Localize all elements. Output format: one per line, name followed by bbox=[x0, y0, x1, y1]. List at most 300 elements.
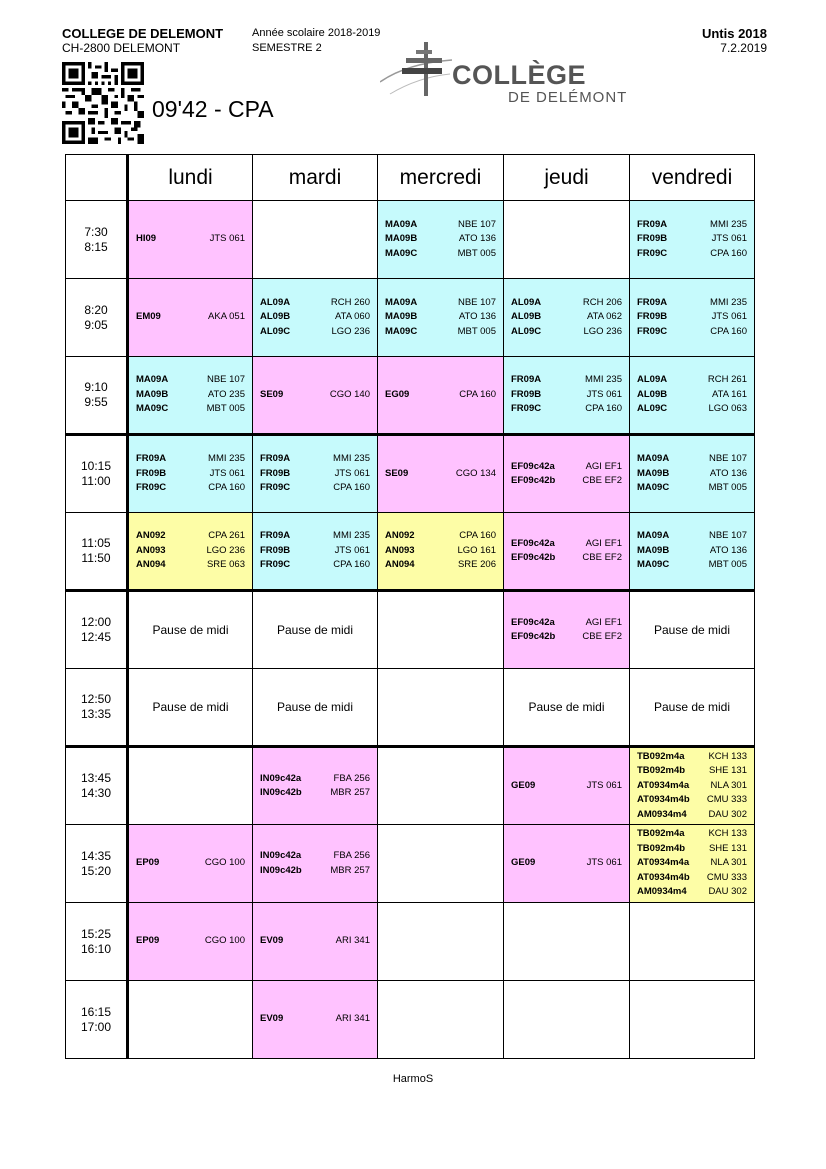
lesson-cell-friday bbox=[630, 825, 755, 903]
course-code: FR09C bbox=[136, 482, 167, 494]
teacher-room: JTS 061 bbox=[334, 544, 370, 556]
teacher-room: CGO 100 bbox=[204, 935, 245, 947]
slot-start-time: 12:00 bbox=[80, 615, 112, 629]
lesson-cell-wednesday bbox=[378, 669, 504, 747]
slot-row bbox=[66, 825, 755, 903]
lunch-break-label: Pause de midi bbox=[276, 700, 354, 714]
teacher-room: CGO 134 bbox=[455, 467, 496, 479]
course-code: EM09 bbox=[136, 311, 161, 323]
lesson-entry bbox=[378, 247, 503, 262]
lesson-entry bbox=[378, 218, 503, 233]
lunch-break-label: Pause de midi bbox=[152, 623, 229, 637]
teacher-room: NBE 107 bbox=[708, 530, 747, 542]
course-code: AN094 bbox=[385, 559, 415, 571]
lesson-entry bbox=[378, 558, 503, 573]
course-code: EF09c42a bbox=[511, 616, 555, 628]
course-code: TB092m4b bbox=[637, 765, 686, 777]
teacher-room: AGI EF1 bbox=[585, 537, 622, 549]
slot-row bbox=[66, 201, 755, 279]
course-code: MA09A bbox=[385, 296, 418, 308]
semester: SEMESTRE 2 bbox=[252, 42, 322, 54]
slot-start-time: 14:35 bbox=[80, 848, 112, 863]
teacher-room: MBR 257 bbox=[330, 864, 370, 876]
class-name: 09'42 - CPA bbox=[152, 96, 274, 122]
course-code: EG09 bbox=[385, 388, 410, 400]
course-code: MA09A bbox=[637, 453, 670, 465]
time-cell bbox=[66, 279, 128, 357]
lesson-cell-monday bbox=[128, 513, 253, 591]
period-header bbox=[252, 26, 380, 56]
course-code: EP09 bbox=[136, 857, 160, 869]
course-code: AN093 bbox=[136, 544, 166, 556]
course-code: FR09C bbox=[637, 325, 668, 337]
course-code: AN094 bbox=[136, 559, 166, 571]
course-code: FR09B bbox=[260, 467, 291, 479]
teacher-room: MBT 005 bbox=[708, 559, 747, 571]
slot-end-time: 15:20 bbox=[80, 863, 112, 878]
time-cell bbox=[66, 513, 128, 591]
day-header-tuesday: mardi bbox=[253, 155, 378, 201]
slot-row bbox=[66, 981, 755, 1059]
course-code: AN092 bbox=[385, 530, 415, 542]
teacher-room: RCH 260 bbox=[330, 296, 370, 308]
lesson-entry bbox=[630, 325, 754, 340]
lesson-cell-tuesday bbox=[253, 903, 378, 981]
lesson-entry bbox=[378, 325, 503, 340]
footer-label: HarmoS bbox=[392, 1073, 434, 1085]
course-code: FR09C bbox=[637, 247, 668, 259]
lesson-cell-tuesday bbox=[253, 669, 378, 747]
lesson-entry bbox=[129, 388, 252, 403]
lesson-entry bbox=[253, 388, 377, 403]
course-code: MA09A bbox=[385, 218, 418, 230]
lesson-cell-wednesday bbox=[378, 513, 504, 591]
lesson-cell-thursday bbox=[504, 669, 630, 747]
lesson-cell-thursday bbox=[504, 357, 630, 435]
teacher-room: JTS 061 bbox=[711, 233, 747, 245]
slot-start-time: 10:15 bbox=[80, 459, 112, 473]
teacher-room: ARI 341 bbox=[335, 935, 370, 947]
course-code: SE09 bbox=[385, 467, 409, 479]
teacher-room: CBE EF2 bbox=[582, 631, 622, 642]
lesson-entry bbox=[253, 452, 377, 467]
lesson-entry bbox=[253, 864, 377, 879]
teacher-room: JTS 061 bbox=[586, 857, 622, 869]
lesson-entry bbox=[504, 474, 629, 489]
teacher-room: CMU 333 bbox=[706, 871, 747, 883]
time-cell bbox=[66, 981, 128, 1059]
lesson-cell-friday bbox=[630, 669, 755, 747]
slot-end-time: 11:50 bbox=[81, 551, 111, 565]
lesson-cell-friday bbox=[630, 981, 755, 1059]
lesson-entry bbox=[129, 402, 252, 417]
lesson-entry bbox=[253, 786, 377, 801]
course-code: EP09 bbox=[136, 935, 160, 947]
teacher-room: LGO 236 bbox=[206, 544, 245, 556]
course-code: GE09 bbox=[511, 779, 536, 791]
lesson-entry bbox=[630, 871, 754, 886]
slot-end-time: 9:05 bbox=[84, 317, 108, 332]
course-code: FR09B bbox=[260, 544, 291, 556]
lesson-entry bbox=[504, 460, 629, 475]
lesson-cell-tuesday bbox=[253, 825, 378, 903]
course-code: AL09A bbox=[637, 374, 668, 386]
lesson-cell-thursday bbox=[504, 747, 630, 825]
lesson-entry bbox=[378, 529, 503, 544]
lesson-entry bbox=[129, 452, 252, 467]
lesson-cell-friday bbox=[630, 747, 755, 825]
lunch-break-label: Pause de midi bbox=[528, 700, 605, 714]
lesson-cell-thursday bbox=[504, 279, 630, 357]
teacher-room: JTS 061 bbox=[209, 233, 245, 245]
lesson-entry bbox=[630, 779, 754, 794]
lesson-cell-tuesday bbox=[253, 357, 378, 435]
lesson-entry bbox=[129, 934, 252, 949]
time-cell bbox=[66, 669, 128, 747]
slot-start-time: 7:30 bbox=[84, 224, 108, 239]
course-code: AT0934m4b bbox=[637, 871, 690, 883]
teacher-room: MMI 235 bbox=[585, 374, 622, 386]
teacher-room: MBT 005 bbox=[457, 247, 496, 259]
lesson-entry bbox=[630, 247, 754, 262]
course-code: EV09 bbox=[260, 1013, 284, 1025]
lesson-entry bbox=[129, 232, 252, 247]
lesson-cell-monday bbox=[128, 981, 253, 1059]
teacher-room: AGI EF1 bbox=[585, 460, 622, 472]
slot-start-time: 13:45 bbox=[80, 771, 112, 785]
course-code: FR09A bbox=[637, 296, 668, 308]
course-code: EF09c42b bbox=[511, 552, 556, 563]
course-code: FR09A bbox=[511, 374, 542, 386]
slot-row bbox=[66, 903, 755, 981]
teacher-room: NBE 107 bbox=[206, 374, 245, 386]
teacher-room: NLA 301 bbox=[710, 779, 747, 791]
lesson-entry bbox=[630, 885, 754, 900]
teacher-room: ATA 060 bbox=[334, 311, 370, 323]
course-code: FR09A bbox=[136, 453, 167, 465]
lesson-cell-wednesday bbox=[378, 201, 504, 279]
teacher-room: CPA 160 bbox=[459, 388, 496, 400]
course-code: MA09A bbox=[637, 530, 670, 542]
time-cell bbox=[66, 357, 128, 435]
slot-end-time: 14:30 bbox=[80, 786, 112, 800]
course-code: FR09C bbox=[260, 482, 291, 494]
slot-row bbox=[66, 279, 755, 357]
teacher-room: CPA 160 bbox=[710, 247, 747, 259]
lesson-cell-friday bbox=[630, 201, 755, 279]
slot-end-time: 13:35 bbox=[80, 707, 112, 721]
course-code: MA09C bbox=[637, 482, 670, 494]
slot-start-time: 15:25 bbox=[80, 926, 112, 941]
teacher-room: SHE 131 bbox=[708, 842, 747, 854]
lesson-entry bbox=[504, 537, 629, 552]
logo-cross-icon bbox=[380, 38, 460, 108]
teacher-room: MBT 005 bbox=[206, 403, 245, 415]
course-code: FR09C bbox=[260, 559, 291, 571]
slot-start-time: 11:05 bbox=[81, 536, 111, 550]
course-code: FR09A bbox=[260, 453, 291, 465]
teacher-room: AGI EF1 bbox=[585, 616, 622, 628]
teacher-room: DAU 302 bbox=[708, 886, 747, 898]
lesson-entry bbox=[378, 296, 503, 311]
course-code: GE09 bbox=[511, 857, 536, 869]
lesson-entry bbox=[504, 388, 629, 403]
lesson-entry bbox=[504, 373, 629, 388]
lesson-entry bbox=[378, 467, 503, 482]
lesson-entry bbox=[129, 544, 252, 559]
lesson-cell-tuesday bbox=[253, 591, 378, 669]
course-code: MA09C bbox=[385, 325, 418, 337]
lesson-cell-thursday bbox=[504, 591, 630, 669]
software-header bbox=[702, 26, 767, 56]
teacher-room: MMI 235 bbox=[333, 453, 370, 465]
lesson-cell-monday bbox=[128, 357, 253, 435]
course-code: EF09c42b bbox=[511, 631, 556, 642]
lesson-entry bbox=[630, 310, 754, 325]
teacher-room: MMI 235 bbox=[710, 296, 747, 308]
lesson-entry bbox=[504, 402, 629, 417]
lesson-cell-monday bbox=[128, 669, 253, 747]
lesson-entry bbox=[378, 544, 503, 559]
school-name: COLLEGE DE DELEMONT bbox=[62, 26, 224, 41]
slot-row bbox=[66, 747, 755, 825]
lesson-entry bbox=[129, 373, 252, 388]
teacher-room: LGO 236 bbox=[583, 325, 622, 337]
lesson-cell-thursday bbox=[504, 903, 630, 981]
lesson-entry bbox=[253, 1012, 377, 1027]
course-code: MA09C bbox=[637, 559, 670, 571]
teacher-room: JTS 061 bbox=[711, 311, 747, 323]
teacher-room: LGO 161 bbox=[457, 544, 496, 556]
teacher-room: CBE EF2 bbox=[582, 552, 622, 563]
lesson-entry bbox=[630, 558, 754, 573]
teacher-room: JTS 061 bbox=[586, 779, 622, 791]
teacher-room: MBT 005 bbox=[457, 325, 496, 337]
lesson-entry bbox=[253, 849, 377, 864]
course-code: TB092m4b bbox=[637, 842, 686, 854]
lesson-cell-monday bbox=[128, 747, 253, 825]
teacher-room: CPA 160 bbox=[585, 403, 622, 415]
course-code: AL09C bbox=[260, 325, 291, 337]
lesson-cell-friday bbox=[630, 435, 755, 513]
print-date: 7.2.2019 bbox=[720, 41, 767, 55]
teacher-room: CGO 100 bbox=[204, 857, 245, 869]
course-code: TB092m4a bbox=[637, 828, 685, 840]
teacher-room: SRE 206 bbox=[457, 559, 496, 571]
teacher-room: CPA 160 bbox=[333, 482, 370, 494]
course-code: EV09 bbox=[260, 935, 284, 947]
teacher-room: CPA 160 bbox=[710, 325, 747, 337]
course-code: HI09 bbox=[136, 233, 157, 245]
lesson-cell-friday bbox=[630, 357, 755, 435]
teacher-room: ARI 341 bbox=[335, 1013, 370, 1025]
lunch-break-label: Pause de midi bbox=[276, 623, 354, 637]
slot-end-time: 17:00 bbox=[80, 1019, 112, 1034]
lesson-entry bbox=[630, 842, 754, 857]
lesson-entry bbox=[630, 750, 754, 765]
lesson-entry bbox=[504, 856, 629, 871]
teacher-room: LGO 063 bbox=[708, 403, 747, 415]
teacher-room: ATA 062 bbox=[586, 311, 622, 323]
lunch-break-label: Pause de midi bbox=[653, 700, 731, 714]
lesson-entry bbox=[630, 296, 754, 311]
day-header-row bbox=[66, 155, 755, 201]
course-code: AL09C bbox=[637, 403, 668, 415]
course-code: AT0934m4a bbox=[637, 857, 690, 869]
lesson-cell-friday bbox=[630, 513, 755, 591]
course-code: FR09B bbox=[136, 467, 167, 479]
lesson-cell-wednesday bbox=[378, 357, 504, 435]
day-header-monday: lundi bbox=[128, 155, 253, 201]
day-header-friday: vendredi bbox=[630, 155, 755, 201]
slot-row bbox=[66, 513, 755, 591]
lesson-cell-thursday bbox=[504, 435, 630, 513]
lesson-cell-friday bbox=[630, 591, 755, 669]
school-address: CH-2800 DELEMONT bbox=[62, 41, 181, 55]
course-code: MA09C bbox=[385, 247, 418, 259]
course-code: AN093 bbox=[385, 544, 415, 556]
lesson-cell-monday bbox=[128, 201, 253, 279]
slot-start-time: 9:10 bbox=[84, 380, 108, 394]
lesson-entry bbox=[504, 630, 629, 645]
teacher-room: MMI 235 bbox=[710, 218, 747, 230]
teacher-room: JTS 061 bbox=[209, 467, 245, 479]
lesson-entry bbox=[630, 808, 754, 823]
lesson-entry bbox=[504, 310, 629, 325]
lesson-cell-thursday bbox=[504, 201, 630, 279]
course-code: EF09c42b bbox=[511, 475, 556, 486]
teacher-room: CPA 160 bbox=[208, 482, 245, 494]
slot-row bbox=[66, 435, 755, 513]
teacher-room: SHE 131 bbox=[708, 765, 747, 777]
slot-end-time: 9:55 bbox=[84, 395, 108, 409]
teacher-room: MBR 257 bbox=[330, 787, 370, 798]
course-code: AL09A bbox=[260, 296, 291, 308]
lesson-cell-wednesday bbox=[378, 981, 504, 1059]
teacher-room: FBA 256 bbox=[333, 772, 370, 784]
day-header-thursday: jeudi bbox=[504, 155, 630, 201]
slot-row bbox=[66, 357, 755, 435]
course-code: MA09B bbox=[385, 311, 418, 323]
lesson-cell-tuesday bbox=[253, 513, 378, 591]
school-year: Année scolaire 2018-2019 bbox=[252, 27, 381, 39]
time-cell bbox=[66, 747, 128, 825]
lesson-cell-monday bbox=[128, 435, 253, 513]
lesson-cell-wednesday bbox=[378, 435, 504, 513]
lesson-entry bbox=[129, 481, 252, 496]
lesson-entry bbox=[253, 544, 377, 559]
lesson-entry bbox=[630, 402, 754, 417]
teacher-room: RCH 206 bbox=[582, 296, 622, 308]
slot-end-time: 16:10 bbox=[80, 941, 112, 956]
teacher-room: MBT 005 bbox=[708, 482, 747, 494]
school-header bbox=[62, 26, 223, 56]
teacher-room: ATO 136 bbox=[458, 233, 496, 245]
course-code: AT0934m4a bbox=[637, 779, 690, 791]
lesson-cell-friday bbox=[630, 903, 755, 981]
logo-line-2: DE DELÉMONT bbox=[508, 89, 628, 106]
teacher-room: CMU 333 bbox=[706, 794, 747, 806]
teacher-room: JTS 061 bbox=[586, 388, 622, 400]
lesson-entry bbox=[253, 481, 377, 496]
lesson-entry bbox=[504, 296, 629, 311]
lesson-entry bbox=[630, 388, 754, 403]
course-code: FR09C bbox=[511, 403, 542, 415]
lunch-break-label: Pause de midi bbox=[152, 700, 229, 714]
course-code: SE09 bbox=[260, 388, 284, 400]
lesson-entry bbox=[253, 325, 377, 340]
corner-cell bbox=[66, 155, 128, 201]
teacher-room: NBE 107 bbox=[457, 218, 496, 230]
teacher-room: LGO 236 bbox=[331, 325, 370, 337]
course-code: MA09B bbox=[637, 467, 670, 479]
course-code: IN09c42b bbox=[260, 787, 302, 798]
lesson-entry bbox=[129, 467, 252, 482]
lesson-entry bbox=[630, 467, 754, 482]
course-code: AL09B bbox=[260, 311, 291, 323]
lesson-entry bbox=[253, 310, 377, 325]
lesson-entry bbox=[504, 325, 629, 340]
time-cell bbox=[66, 591, 128, 669]
teacher-room: NLA 301 bbox=[710, 857, 747, 869]
teacher-room: ATO 136 bbox=[709, 544, 747, 556]
teacher-room: CPA 160 bbox=[459, 530, 496, 542]
lesson-cell-tuesday bbox=[253, 981, 378, 1059]
slot-start-time: 12:50 bbox=[80, 692, 112, 706]
lesson-entry bbox=[630, 827, 754, 842]
teacher-room: NBE 107 bbox=[708, 453, 747, 465]
software-name: Untis 2018 bbox=[701, 26, 767, 41]
course-code: AM0934m4 bbox=[637, 886, 687, 898]
lesson-cell-tuesday bbox=[253, 279, 378, 357]
course-code: AL09B bbox=[511, 311, 542, 323]
lesson-entry bbox=[129, 529, 252, 544]
lesson-entry bbox=[630, 373, 754, 388]
lesson-entry bbox=[630, 232, 754, 247]
lesson-entry bbox=[630, 481, 754, 496]
lesson-cell-wednesday bbox=[378, 903, 504, 981]
lesson-entry bbox=[504, 779, 629, 794]
lesson-entry bbox=[630, 544, 754, 559]
lesson-entry bbox=[378, 388, 503, 403]
lesson-entry bbox=[630, 764, 754, 779]
lesson-cell-wednesday bbox=[378, 747, 504, 825]
teacher-room: CGO 140 bbox=[329, 388, 370, 400]
lesson-cell-tuesday bbox=[253, 435, 378, 513]
course-code: FR09B bbox=[511, 388, 542, 400]
slot-row bbox=[66, 591, 755, 669]
slot-start-time: 16:15 bbox=[80, 1004, 112, 1019]
course-code: EF09c42a bbox=[511, 460, 555, 472]
lesson-cell-friday bbox=[630, 279, 755, 357]
teacher-room: CPA 160 bbox=[333, 559, 370, 571]
time-cell bbox=[66, 825, 128, 903]
course-code: AL09C bbox=[511, 325, 542, 337]
teacher-room: MMI 235 bbox=[333, 530, 370, 542]
teacher-room: CPA 261 bbox=[208, 530, 245, 542]
teacher-room: DAU 302 bbox=[708, 808, 747, 820]
teacher-room: KCH 133 bbox=[708, 750, 747, 762]
time-cell bbox=[66, 435, 128, 513]
qr-code bbox=[62, 62, 144, 144]
lesson-entry bbox=[504, 616, 629, 631]
slot-end-time: 12:45 bbox=[80, 630, 112, 644]
lesson-entry bbox=[253, 772, 377, 787]
lesson-entry bbox=[253, 934, 377, 949]
time-cell bbox=[66, 903, 128, 981]
slot-end-time: 11:00 bbox=[81, 474, 111, 488]
lesson-cell-monday bbox=[128, 825, 253, 903]
